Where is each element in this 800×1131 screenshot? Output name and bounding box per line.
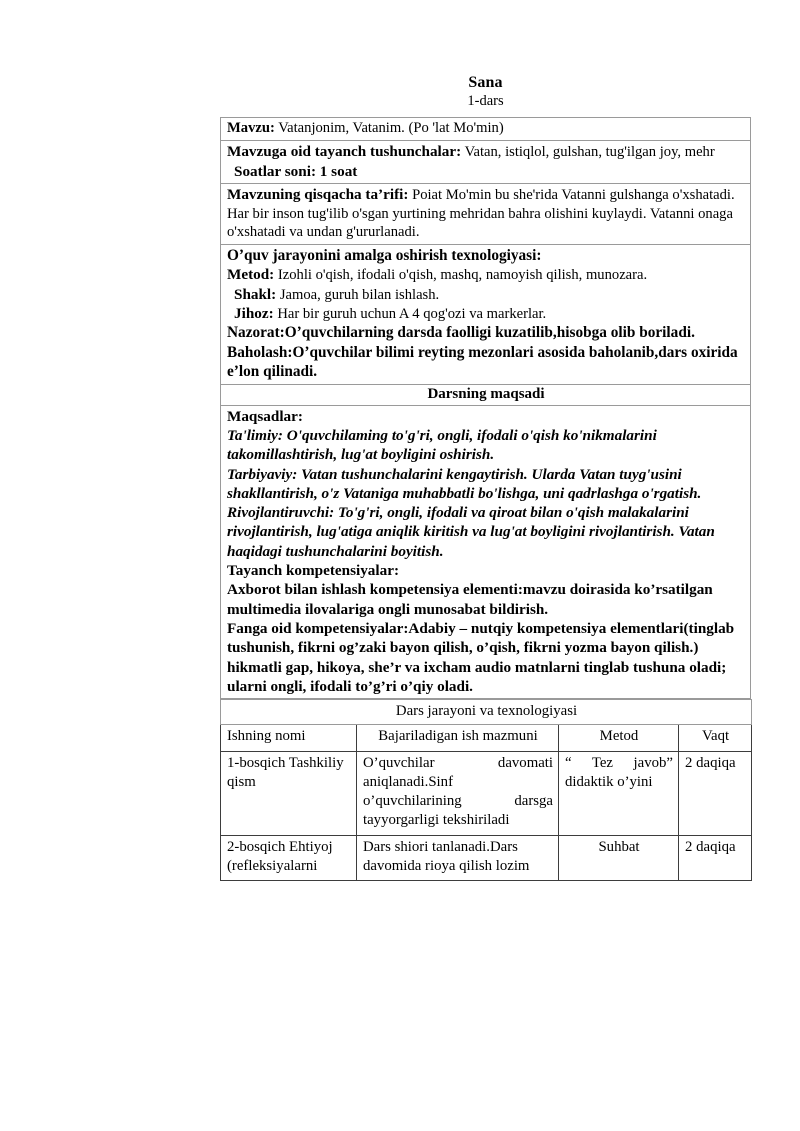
metod-value: Izohli o'qish, ifodali o'qish, mashq, namoyish qilish, munozara. bbox=[277, 267, 648, 284]
cell-stage-time: 2 daqiqa bbox=[679, 751, 752, 835]
jihoz-label: Jihoz: bbox=[234, 304, 274, 322]
table-row bbox=[221, 751, 752, 835]
lesson-plan-outline-table bbox=[220, 117, 751, 699]
lesson-table-banner-row bbox=[221, 700, 752, 725]
row-maqsad-banner bbox=[221, 384, 751, 405]
texnologiya-nazorat: Nazorat:O’quvchilarning darsda faolligi kuzatilib,hisobga olib boriladi. bbox=[227, 324, 695, 342]
texnologiya-baholash: Baholash:O’quvchilar bilimi reyting mezonlari asosida baholanib,dars oxirida e’lon qilinadi. bbox=[227, 343, 738, 381]
cell-stage-name: 2-bosqich Ehtiyoj (refleksiyalarni bbox=[221, 835, 357, 880]
row-tayanch-tushunchalar bbox=[221, 140, 751, 184]
maqsadlar-talimiy: Ta'limiy: O'quvchilaming to'g'ri, ongli, ifodali o'qish ko'nikmalarini takomillashtirish, lug'at boyligini oshirish. bbox=[227, 426, 657, 464]
metod-label: Metod: bbox=[227, 266, 275, 284]
maqsadlar-fanga: Fanga oid kompetensiyalar:Adabiy – nutqiy kompetensiya elementlari(tinglab tushunish, fikrni og’zaki bayon qilish, o’qish, fikrni yozma bayon qilish.) hikmatli gap, hikoya, she’r va ixcham audio matnlarni tinglab tushuna oladi; ularni ongli, ifodali to’g’ri o’qiy oladi. bbox=[227, 619, 735, 695]
mavzu-value: Vatanjonim, Vatanim. (Po 'lat Mo'min) bbox=[278, 120, 504, 137]
qisqacha-label: Mavzuning qisqacha ta’rifi: bbox=[227, 186, 409, 204]
column-header-bajariladigan-ish: Bajariladigan ish mazmuni bbox=[357, 725, 559, 751]
texnologiya-title: O’quv jarayonini amalga oshirish texnologiyasi: bbox=[227, 246, 542, 264]
cell-texnologiya bbox=[221, 244, 751, 384]
tayanch-value: Vatan, istiqlol, gulshan, tug'ilgan joy, mehr bbox=[464, 143, 715, 160]
cell-maqsadlar bbox=[221, 405, 751, 698]
tayanch-label: Mavzuga oid tayanch tushunchalar: bbox=[227, 142, 462, 160]
cell-stage-method: “ Tez javob” didaktik o’yini bbox=[559, 751, 679, 835]
qisqacha-value: Poiat Mo'min bu she'rida Vatanni gulshanga o'xshatadi. Har bir inson tug'ilib o'sgan yurtining mehridan bahra olishini kuylaydi. Vatanni onaga o'xshatadi va undan g'ururlanadi. bbox=[227, 187, 735, 241]
maqsadlar-axborot: Axborot bilan ishlash kompetensiya elementi:mavzu doirasida ko’rsatilgan multimedia ilovalariga ongli munosabat bildirish. bbox=[227, 581, 713, 618]
row-mavzu bbox=[221, 118, 751, 140]
maqsadlar-title: Maqsadlar: bbox=[227, 407, 303, 425]
row-qisqacha-tarifi bbox=[221, 184, 751, 244]
shakl-label: Shakl: bbox=[234, 285, 277, 303]
row-maqsadlar bbox=[221, 405, 751, 698]
column-header-metod: Metod bbox=[559, 725, 679, 751]
row-texnologiya bbox=[221, 244, 751, 384]
maqsadlar-tarbiyaviy: Tarbiyaviy: Vatan tushunchalarini kengaytirish. Ularda Vatan tuyg'usini shakllantirish, o'z Vataniga muhabbatli bo'lishga, uni qadrlashga o'rgatish. Rivojlantiruvchi: To'g'ri, ongli, ifodali va qiroat bilan o'qish malakalarini rivojlantirish, lug'atiga aniqlik kiritish va lug'at boyligini rivojlantirish. Vatan haqidagi tushunchalarini boyitish. bbox=[227, 465, 715, 560]
texnologiya-shakl bbox=[227, 285, 745, 304]
cell-stage-method: Suhbat bbox=[559, 835, 679, 880]
texnologiya-metod bbox=[227, 265, 745, 284]
heading-title: Sana bbox=[468, 74, 503, 91]
cell-stage-content: O’quvchilar davomati aniqlanadi.Sinf o’quvchilarining darsga tayyorgarligi tekshiriladi bbox=[357, 751, 559, 835]
soatlar-soni bbox=[227, 162, 745, 181]
lesson-process-table bbox=[220, 699, 752, 881]
lesson-table-banner: Dars jarayoni va texnologiyasi bbox=[221, 700, 752, 725]
document-body bbox=[220, 74, 751, 881]
shakl-value: Jamoa, guruh bilan ishlash. bbox=[279, 286, 440, 303]
cell-mavzu bbox=[221, 118, 751, 140]
texnologiya-jihoz bbox=[227, 304, 745, 323]
column-header-vaqt: Vaqt bbox=[679, 725, 752, 751]
cell-stage-name: 1-bosqich Tashkiliy qism bbox=[221, 751, 357, 835]
cell-qisqacha-tarifi bbox=[221, 184, 751, 244]
jihoz-value: Har bir guruh uchun A 4 qog'ozi va markerlar. bbox=[277, 305, 547, 322]
cell-stage-content: Dars shiori tanlanadi.Dars davomida rioya qilish lozim bbox=[357, 835, 559, 880]
lesson-table-header-row bbox=[221, 725, 752, 751]
document-heading bbox=[220, 74, 751, 109]
table-row bbox=[221, 835, 752, 880]
column-header-ishning-nomi: Ishning nomi bbox=[221, 725, 357, 751]
cell-stage-time: 2 daqiqa bbox=[679, 835, 752, 880]
maqsadlar-kompetensiya-title: Tayanch kompetensiyalar: bbox=[227, 562, 400, 580]
soatlar-soni-text: Soatlar soni: 1 soat bbox=[234, 163, 358, 181]
cell-maqsad-banner: Darsning maqsadi bbox=[221, 384, 751, 405]
mavzu-label: Mavzu: bbox=[227, 120, 275, 137]
heading-subtitle: 1-dars bbox=[467, 92, 504, 109]
cell-tayanch-tushunchalar bbox=[221, 140, 751, 184]
